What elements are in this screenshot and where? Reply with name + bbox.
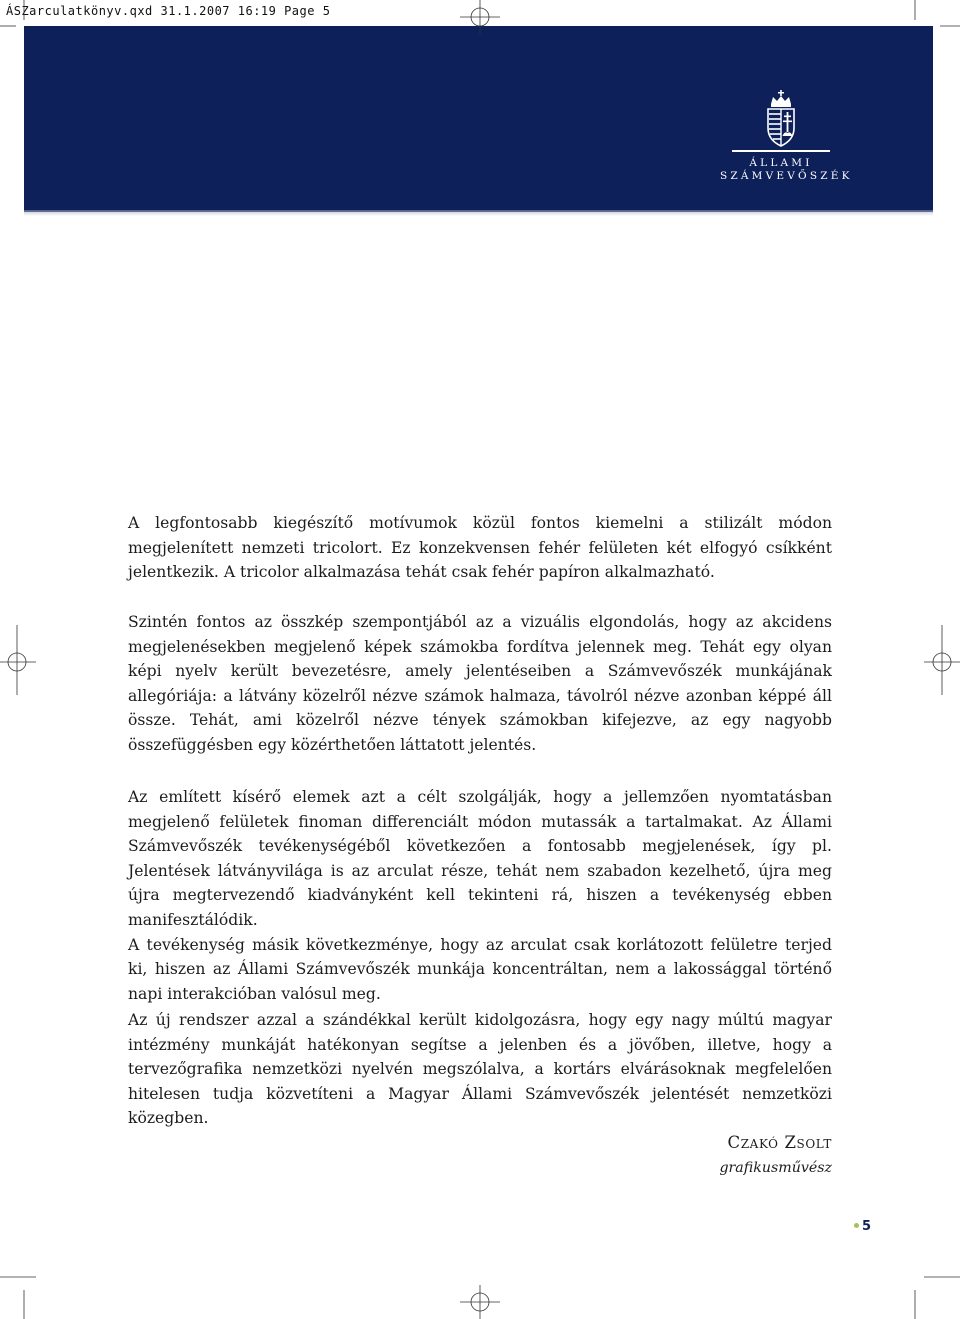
file-slug-line: ÁSZarculatkönyv.qxd 31.1.2007 16:19 Page 5: [6, 4, 331, 18]
page-number-value: 5: [862, 1219, 872, 1234]
paragraph-text: Az említett kísérő elemek azt a célt szolgálják, hogy a jellemzően nyomtatásban megjelenő felületek finoman differenciált módon mutassák a tartalmakat. Az Állami Számvevőszék tevékenységéből következően a fontosabb megjelenések, így pl. Jelentések látványvilága is az arculat része, tehát nem szabadon kezelhető, újra meg újra megtervezendő kiadványként kell tekinteni rá, hiszen a tevékenység ebben manifesztálódik.: [128, 788, 832, 929]
paragraph-text-continued: A tevékenység másik következménye, hogy az arculat csak korlátozott felületre terjed ki, hiszen az Állami Számvevőszék munkája koncentráltan, nem a lakossággal történő napi interakcióban valósul meg.: [128, 935, 832, 1003]
signature-name: Czakó Zsolt: [727, 1133, 832, 1152]
logo-line-allami: ÁLLAMI: [749, 157, 813, 169]
paragraph-text: A legfontosabb kiegészítő motívumok közül fontos kiemelni a stilizált módon megjelenített nemzeti tricolort. Ez konzekvensen fehér felületen két elfogyó csíkként jelentkezik. A tricolor alkalmazása tehát csak fehér papíron alkalmazható.: [128, 514, 832, 582]
logo-line-szamvevoszek: SZÁMVEVŐSZÉK: [720, 170, 853, 182]
paragraph-text: Az új rendszer azzal a szándékkal került kidolgozásra, hogy egy nagy múltú magyar intézmény munkáját hatékonyan segítse a jelenben és a jövőben, illetve, hogy a tervezőgrafika nemzetközi nyelvén megszólalva, a kortárs elvárásoknak megfelelően hitelesen tudja közvetíteni a Magyar Állami Számvevőszék jelentését nemzetközi közegben.: [128, 1011, 832, 1128]
paragraph-text: Szintén fontos az összkép szempontjából az a vizuális elgondolás, hogy az akcidens megjelenésekben megjelenő képek számokba fordítva jelennek meg. Tehát egy olyan képi nyelv került bevezetésre, amely jelentéseiben a Számvevőszék munkájának allegóriája: a látvány közelről nézve számok halmaza, távolról nézve azonban képpé áll össze. Tehát, ami közelről nézve tények számokban kifejezve, az egy nagyobb összefüggésben egy közérthetően láttatott jelentés.: [128, 613, 832, 754]
signature-role: grafikusművész: [719, 1160, 832, 1176]
